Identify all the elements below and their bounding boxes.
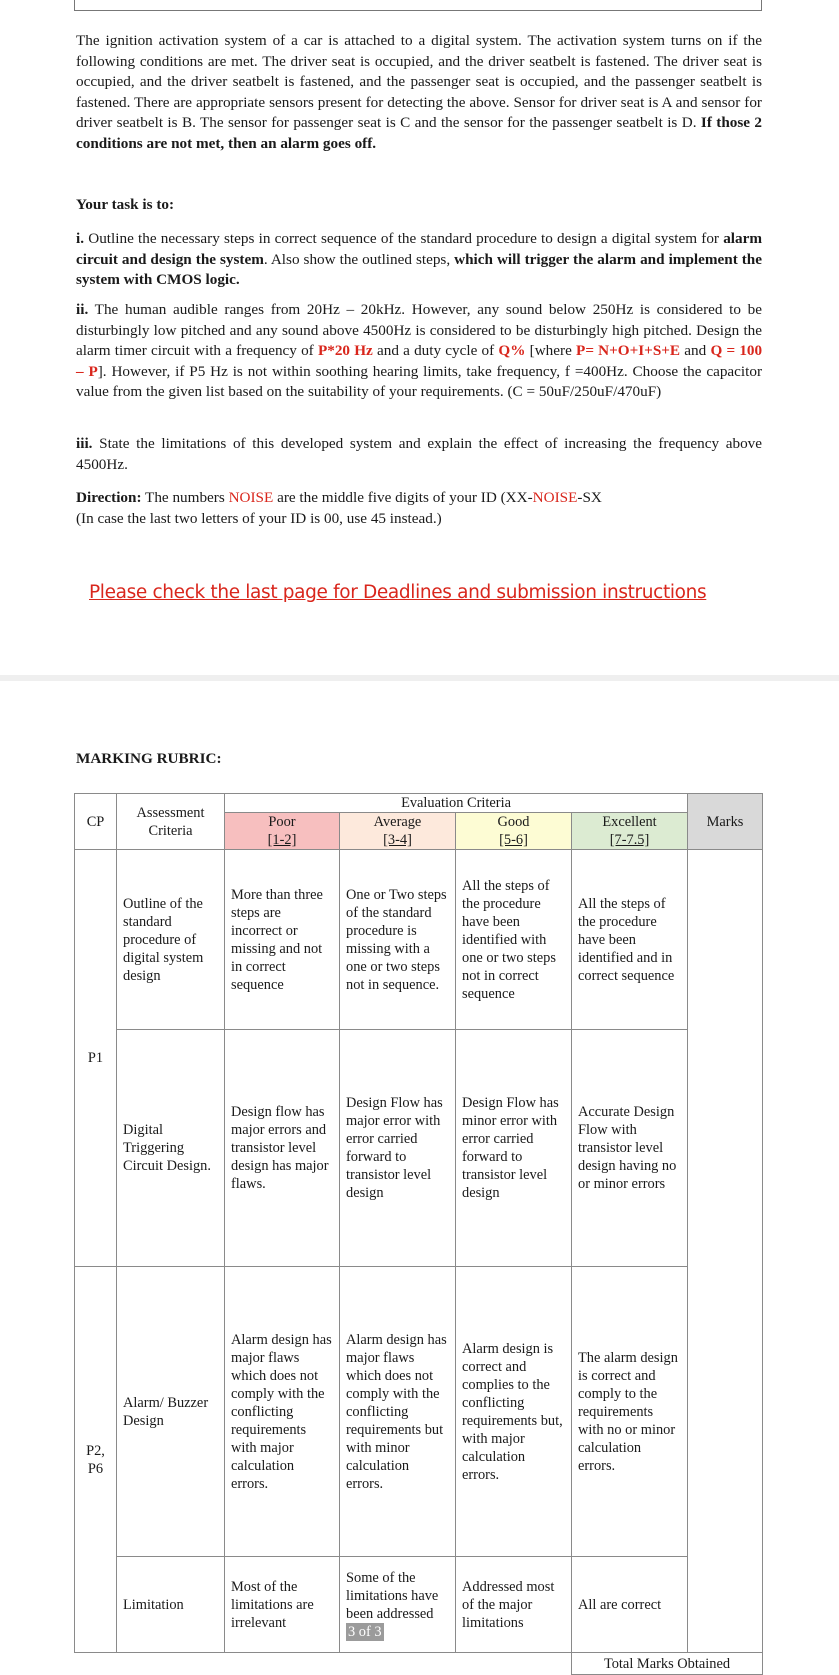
task-i: i. Outline the necessary steps in correct sequence of the standard procedure to design a digital system for alarm circuit and design the system. Also show the outlined steps, which will trigger the alarm and implement the system with CMOS logic. [76,230,763,288]
q-formula: Q = 100 – P [76,342,763,380]
header-evaluation: Evaluation Criteria [225,794,688,813]
header-cp: CP [75,794,117,850]
header-good: Good [5-6] [456,813,572,850]
good-cell: Addressed most of the major limitations [456,1557,572,1653]
previous-section-border [74,0,762,11]
good-cell: All the steps of the procedure have been identified with one or two steps not in correct sequence [456,850,572,1030]
table-row [75,1267,763,1557]
good-cell: Alarm design is correct and complies to the conflicting requirements but, with major calculation errors. [456,1267,572,1557]
table-row [75,1557,763,1653]
page-separator [0,675,839,681]
header-average: Average [3-4] [340,813,456,850]
poor-cell: More than three steps are incorrect or missing and not in correct sequence [225,850,340,1030]
header-marks: Marks [688,794,763,850]
task-heading: Your task is to: [76,196,175,213]
frequency-formula: P*20 Hz [317,342,373,359]
excellent-cell: Accurate Design Flow with transistor level design having no or minor errors [572,1030,688,1267]
cp-p1: P1 [75,850,117,1267]
average-cell: One or Two steps of the standard procedure is missing with a one or two steps not in sequence. [340,850,456,1030]
criteria-cell: Digital Triggering Circuit Design. [117,1030,225,1267]
p-formula: P= N+O+I+S+E [576,342,681,359]
problem-alarm-condition: If those 2 conditions are not met, then an alarm goes off. [76,114,763,152]
poor-cell: Most of the limitations are irrelevant [225,1557,340,1653]
excellent-cell: All are correct [572,1557,688,1653]
header-excellent: Excellent [7-7.5] [572,813,688,850]
average-cell: Some of the limitations have been addressed 3 of 3 [340,1557,456,1653]
average-cell: Alarm design has major flaws which does not comply with the conflicting requirements but with minor calculation errors. [340,1267,456,1557]
page-indicator: 3 of 3 [348,1623,382,1640]
criteria-cell: Limitation [117,1557,225,1653]
criteria-cell: Alarm/ Buzzer Design [117,1267,225,1557]
marking-rubric-table [74,793,763,1675]
total-marks-label: Total Marks Obtained [572,1653,763,1675]
rubric-heading: MARKING RUBRIC: [76,750,222,767]
task-iii: iii. State the limitations of this developed system and explain the effect of increasing the frequency above 4500Hz. [76,435,762,473]
empty-cell [75,1653,572,1675]
header-poor: Poor [1-2] [225,813,340,850]
good-cell: Design Flow has minor error with error carried forward to transistor level design [456,1030,572,1267]
deadline-link[interactable]: Please check the last page for Deadlines and submission instructions [89,582,707,603]
problem-intro: The ignition activation system of a car is attached to a digital system. The activation system turns on if the following conditions are met. The driver seat is occupied, and the driver seatbelt is fastened. The driver seat is occupied, and the driver seatbelt is fastened, and the passenger seat is occupied, and the passenger seatbelt is fastened. There are appropriate sensors present for detecting the above. Sensor for driver seat is A and sensor for driver seatbelt is B. The sensor for passenger seat is C and the sensor for the passenger seatbelt is D. [76,32,762,131]
poor-cell: Alarm design has major flaws which does not comply with the conflicting requirements with major calculation errors. [225,1267,340,1557]
excellent-cell: The alarm design is correct and comply to the requirements with no or minor calculation errors. [572,1267,688,1557]
poor-cell: Design flow has major errors and transistor level design has major flaws. [225,1030,340,1267]
duty-cycle-formula: Q% [498,342,526,359]
marks-cell[interactable] [688,850,763,1653]
criteria-cell: Outline of the standard procedure of digital system design [117,850,225,1030]
table-row [75,1030,763,1267]
table-row [75,850,763,1030]
problem-statement [76,31,762,154]
excellent-cell: All the steps of the procedure have been identified and in correct sequence [572,850,688,1030]
task-ii: ii. The human audible ranges from 20Hz – 20kHz. However, any sound below 250Hz is considered to be disturbingly low pitched and any sound above 4500Hz is considered to be disturbingly high pitched. Design the alarm timer circuit with a frequency of P*20 Hz and a duty cycle of Q% [where P= N+O+I+S+E and Q = 100 – P]. However, if P5 Hz is not within soothing hearing limits, take frequency, f =400Hz. Choose the capacitor value from the given list based on the suitability of your requirements. (C = 50uF/250uF/470uF) [76,301,763,400]
average-cell: Design Flow has major error with error carried forward to transistor level design [340,1030,456,1267]
header-criteria: Assessment Criteria [117,794,225,850]
direction-note: Direction: The numbers NOISE are the middle five digits of your ID (XX-NOISE-SX (In case the last two letters of your ID is 00, use 45 instead.) [76,489,602,527]
cp-p2-p6: P2, P6 [75,1267,117,1653]
